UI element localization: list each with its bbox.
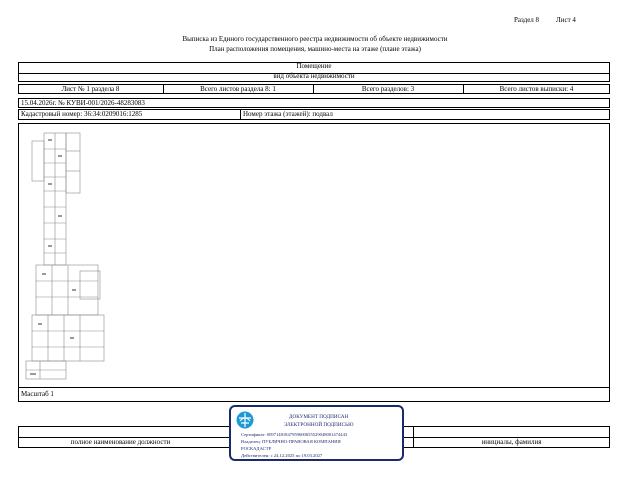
object-type-caption: вид объекта недвижимости [273,72,355,80]
sections-total: Всего разделов: 3 [361,85,415,93]
section-label: Раздел 8 [514,16,540,24]
floor-number: Номер этажа (этажей): подвал [243,110,333,118]
sheets-total: Всего листов выписки: 4 [499,85,574,93]
electronic-signature-stamp [229,405,404,461]
date-number: 15.04.2026г. № КУВИ-001/2026-48283083 [21,99,145,107]
stamp-valid: Действителен: с 24.12.2025 по 19.03.2027 [241,453,323,458]
plan-scale: Масштаб 1 [21,390,54,398]
name-caption: инициалы, фамилия [481,438,542,446]
stamp-line1: ДОКУМЕНТ ПОДПИСАН [289,414,349,420]
stamp-owner2: РОСКАДАСТР [241,446,272,451]
document-subtitle: План расположения помещения, машино-места на этаже (плане этажа) [209,45,421,53]
cadastral-divider [240,109,241,120]
position-caption: полное наименование должности [70,438,171,446]
floor-plan-drawing [22,131,117,389]
document-title: Выписка из Единого государственного реестра недвижимости об объекте недвижимости [182,35,448,43]
stamp-owner: Владелец: ПУБЛИЧНО-ПРАВОВАЯ КОМПАНИЯ [241,439,341,444]
sheet-number: Лист № 1 раздела 8 [61,85,120,93]
stamp-line2: ЭЛЕКТРОННОЙ ПОДПИСЬЮ [284,422,354,428]
sheets-in-section: Всего листов раздела 8: 1 [200,85,276,93]
object-type: Помещение [296,62,332,70]
sheet-label: Лист 4 [556,16,576,24]
stamp-certificate: Сертификат: 00971481847959600655529048001474443 [241,432,348,437]
signature-logo-icon [235,410,255,430]
cadastral-number: Кадастровый номер: 36:34:0209016:1285 [21,110,143,118]
